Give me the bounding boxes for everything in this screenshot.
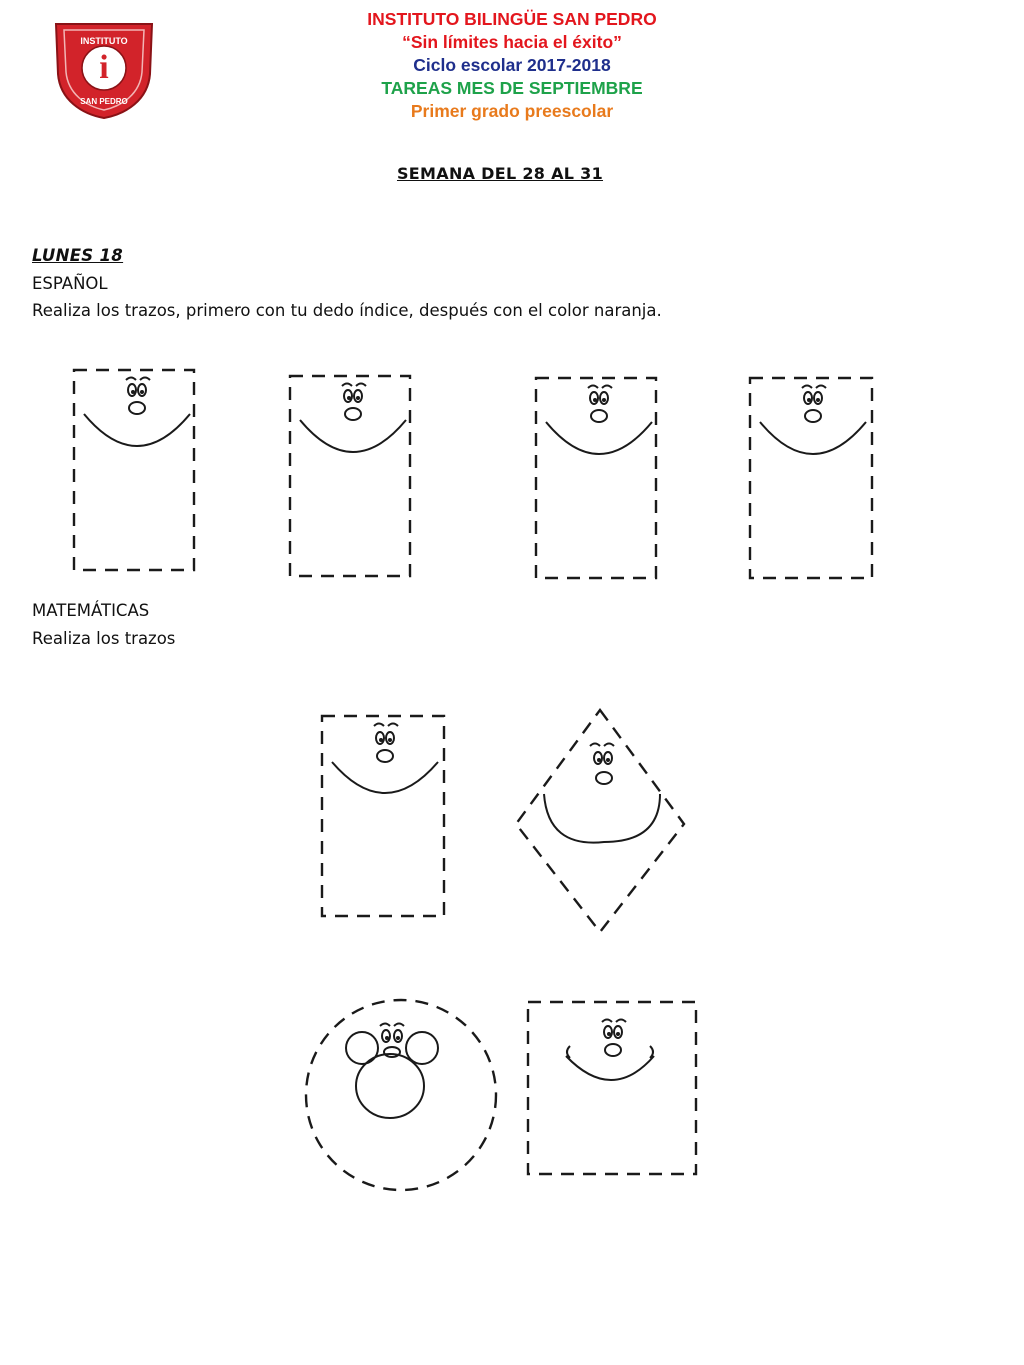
school-motto: “Sin límites hacia el éxito” bbox=[402, 32, 622, 52]
math-instruction: Realiza los trazos bbox=[32, 629, 176, 648]
math-subject: MATEMÁTICAS bbox=[32, 601, 150, 620]
spanish-instruction: Realiza los trazos, primero con tu dedo índice, después con el color naranja. bbox=[32, 301, 662, 320]
logo-letter: i bbox=[99, 49, 109, 86]
logo-text-top: INSTITUTO bbox=[80, 36, 128, 46]
tracing-square bbox=[526, 1000, 698, 1176]
spanish-subject: ESPAÑOL bbox=[32, 274, 108, 293]
school-name: INSTITUTO BILINGÜE SAN PEDRO bbox=[367, 9, 657, 29]
tasks-month: TAREAS MES DE SEPTIEMBRE bbox=[381, 78, 643, 98]
tracing-rectangle-4 bbox=[748, 376, 874, 582]
document-header bbox=[0, 8, 1024, 123]
tracing-circle bbox=[302, 996, 500, 1194]
school-cycle: Ciclo escolar 2017-2018 bbox=[413, 55, 611, 75]
logo-text-bottom: SAN PEDRO bbox=[80, 97, 128, 106]
tracing-diamond bbox=[514, 708, 686, 934]
day-title: LUNES 18 bbox=[32, 246, 124, 265]
week-title: SEMANA DEL 28 AL 31 bbox=[396, 164, 604, 183]
tracing-rectangle-1 bbox=[72, 368, 196, 574]
tracing-rectangle-2 bbox=[288, 374, 412, 580]
grade-level: Primer grado preescolar bbox=[410, 101, 614, 121]
tracing-rectangle-3 bbox=[534, 376, 658, 582]
tracing-rectangle-math bbox=[320, 714, 446, 920]
